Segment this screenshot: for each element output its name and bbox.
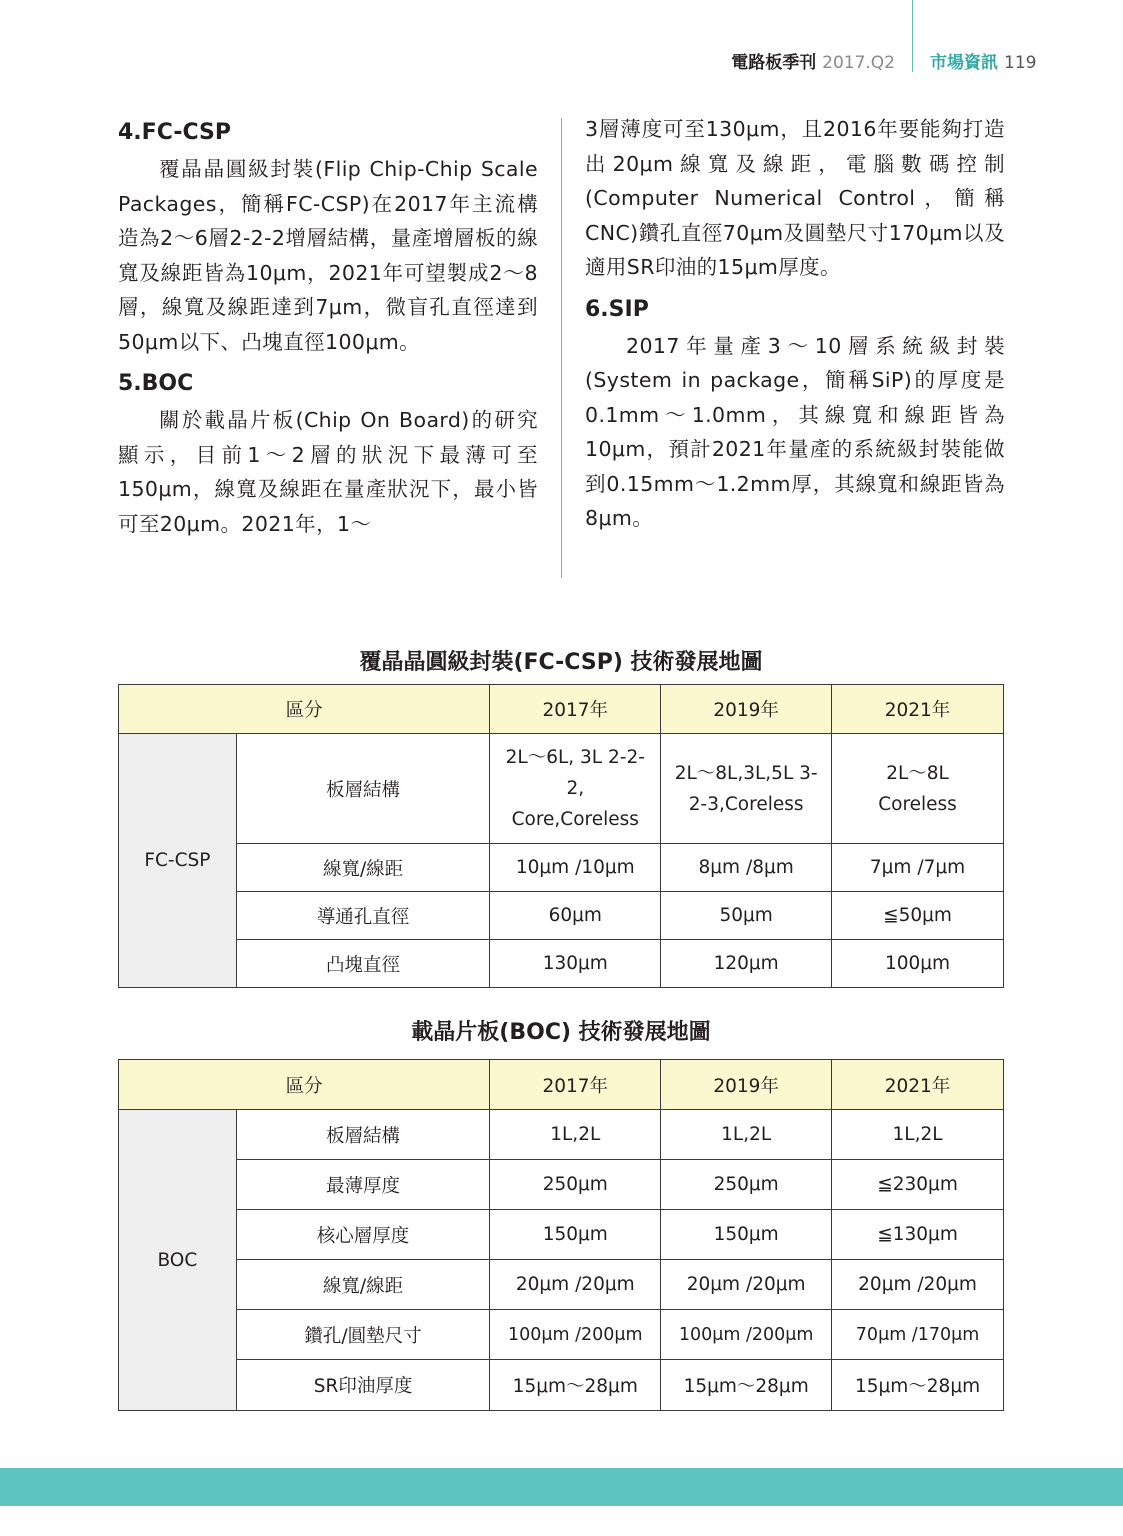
left-column: [118, 114, 538, 547]
table-header-row: [119, 1060, 1004, 1110]
row-label: 鑽孔/圓墊尺寸: [236, 1310, 490, 1360]
section-6-paragraph: 2017年量產3～10層系統級封裝(System in package，簡稱SiP)的厚度是0.1mm～1.0mm，其線寬和線距皆為10μm，預計2021年量產的系統級封裝能做到0.15mm～1.2mm厚，其線寬和線距皆為8μm。: [585, 333, 1005, 530]
row-label: 最薄厚度: [236, 1160, 490, 1210]
table2-title: 載晶片板(BOC) 技術發展地圖: [411, 1020, 711, 1045]
table1-title: 覆晶晶圓級封裝(FC-CSP) 技術發展地圖: [359, 650, 763, 675]
cell-2017: 100μm /200μm: [490, 1310, 661, 1360]
header-2019: 2019年: [661, 1060, 832, 1110]
cell-2021: 20μm /20μm: [832, 1260, 1004, 1310]
section-5-heading: 5.BOC: [118, 371, 194, 396]
cell-2021: 100μm: [832, 940, 1004, 988]
cell-2019: 2L～8L,3L,5L 3-2-3,Coreless: [661, 734, 832, 844]
table-row: [119, 1260, 1004, 1310]
cell-2019: 1L,2L: [661, 1110, 832, 1160]
table-row: [119, 1210, 1004, 1260]
cell-2021: 70μm /170μm: [832, 1310, 1004, 1360]
table-row: [119, 734, 1004, 844]
cell-2017: 10μm /10μm: [490, 844, 661, 892]
issue-label: 2017.Q2: [822, 53, 895, 73]
row-label: 導通孔直徑: [236, 892, 489, 940]
header-category: 區分: [119, 1060, 490, 1110]
table-row: [119, 940, 1004, 988]
column-divider: [561, 118, 562, 578]
row-label: 核心層厚度: [236, 1210, 490, 1260]
row-label: 凸塊直徑: [236, 940, 489, 988]
cell-2021: 7μm /7μm: [832, 844, 1004, 892]
table-row: [119, 1160, 1004, 1210]
header-2021: 2021年: [832, 685, 1004, 734]
footer-color-bar: [0, 1468, 1123, 1506]
row-label: SR印油厚度: [236, 1360, 490, 1411]
table-header-row: [119, 685, 1004, 734]
right-column: [585, 112, 1005, 542]
table-row: [119, 1110, 1004, 1160]
cell-2019: 20μm /20μm: [661, 1260, 832, 1310]
section-4-heading: 4.FC-CSP: [118, 120, 231, 145]
section-6-heading: 6.SIP: [585, 296, 649, 322]
magazine-name: 電路板季刊: [731, 53, 817, 73]
row-label: 板層結構: [236, 1110, 490, 1160]
cell-2021: ≦130μm: [832, 1210, 1004, 1260]
cell-2017: 130μm: [490, 940, 661, 988]
cell-2017: 250μm: [490, 1160, 661, 1210]
section-5-paragraph: 關於載晶片板(Chip On Board)的研究顯示，目前1～2層的狀況下最薄可至150μm，線寬及線距在量產狀況下，最小皆可至20μm。2021年，1～: [118, 408, 538, 536]
cell-2019: 120μm: [661, 940, 832, 988]
cell-2021: ≦230μm: [832, 1160, 1004, 1210]
table-row: [119, 1360, 1004, 1411]
header-2019: 2019年: [661, 685, 832, 734]
section-5-continued: 3層薄度可至130μm，且2016年要能夠打造出20μm線寬及線距，電腦數碼控制(Computer Numerical Control，簡稱CNC)鑽孔直徑70μm及圓墊尺寸170μm以及適用SR印油的15μm厚度。: [585, 117, 1005, 279]
running-header-section: [930, 48, 1036, 73]
cell-2019: 250μm: [661, 1160, 832, 1210]
table-row: [119, 1310, 1004, 1360]
cell-2021: 2L～8L Coreless: [832, 734, 1004, 844]
group-cell: FC-CSP: [119, 734, 237, 988]
header-2017: 2017年: [490, 685, 661, 734]
page-number: 119: [1004, 53, 1037, 73]
cell-2019: 15μm～28μm: [661, 1360, 832, 1411]
cell-2019: 50μm: [661, 892, 832, 940]
table-row: [119, 892, 1004, 940]
cell-2017: 15μm～28μm: [490, 1360, 661, 1411]
cell-2017: 150μm: [490, 1210, 661, 1260]
cell-2017: 1L,2L: [490, 1110, 661, 1160]
row-label: 線寬/線距: [236, 844, 489, 892]
cell-2021: 1L,2L: [832, 1110, 1004, 1160]
cell-2021: 15μm～28μm: [832, 1360, 1004, 1411]
header-2021: 2021年: [832, 1060, 1004, 1110]
section-4-paragraph: 覆晶晶圓級封裝(Flip Chip-Chip Scale Packages，簡稱FC-CSP)在2017年主流構造為2～6層2-2-2增層結構，量產增層板的線寬及線距皆為10μm，2021年可望製成2～8層，線寬及線距達到7μm，微盲孔直徑達到50μm以下、凸塊直徑100μm。: [118, 157, 538, 354]
group-cell: BOC: [119, 1110, 237, 1411]
section-name: 市場資訊: [930, 53, 998, 73]
running-header-magazine: [731, 48, 895, 73]
cell-2017: 60μm: [490, 892, 661, 940]
table-row: [119, 844, 1004, 892]
cell-2019: 8μm /8μm: [661, 844, 832, 892]
cell-2017: 2L～6L, 3L 2-2-2, Core,Coreless: [490, 734, 661, 844]
cell-2019: 100μm /200μm: [661, 1310, 832, 1360]
boc-roadmap-table: [118, 1059, 1004, 1411]
cell-2019: 150μm: [661, 1210, 832, 1260]
row-label: 線寬/線距: [236, 1260, 490, 1310]
header-category: 區分: [119, 685, 490, 734]
header-2017: 2017年: [490, 1060, 661, 1110]
row-label: 板層結構: [236, 734, 489, 844]
cell-2017: 20μm /20μm: [490, 1260, 661, 1310]
fc-csp-roadmap-table: [118, 684, 1004, 988]
cell-2021: ≦50μm: [832, 892, 1004, 940]
header-divider: [912, 0, 913, 72]
